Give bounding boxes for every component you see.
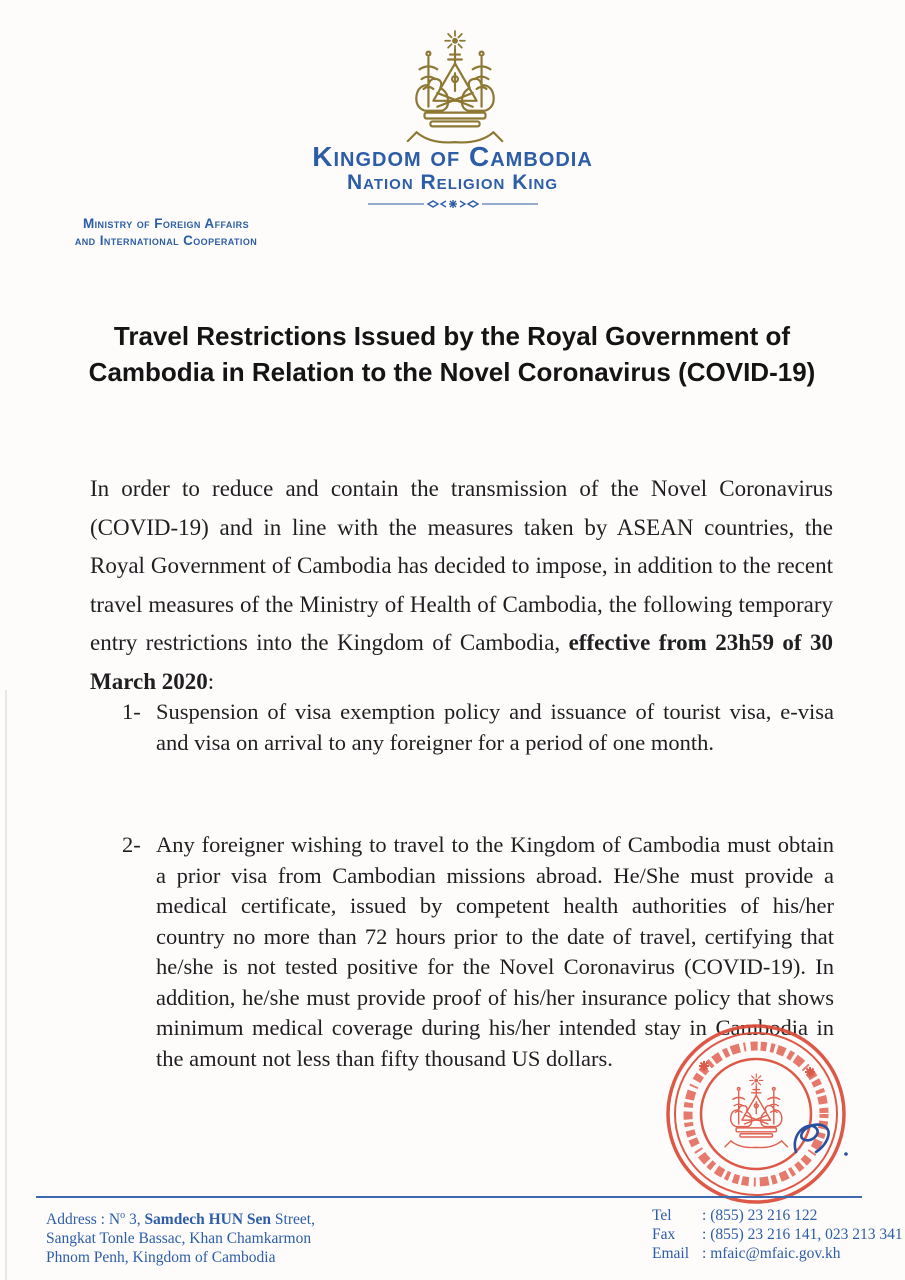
address-prefix: Address : N [46, 1211, 121, 1229]
title-line-1: Travel Restrictions Issued by the Royal Government of [113, 321, 791, 351]
list-item-1-text: Suspension of visa exemption policy and issuance of tourist visa, e-visa and visa on arrival to any foreigner for a period of one month. [156, 699, 834, 755]
email-label: Email [652, 1245, 690, 1262]
kingdom-heading: Kingdom of Cambodia [312, 141, 593, 172]
address-superscript: o [120, 1210, 126, 1221]
fax-separator: : [702, 1226, 711, 1243]
address-street-suffix: Street, [271, 1211, 315, 1229]
intro-paragraph [90, 470, 833, 701]
footer-address-block [46, 1206, 315, 1267]
fax-value [702, 1225, 903, 1244]
fax-label: Fax [652, 1226, 676, 1243]
ornamental-divider-icon [368, 198, 538, 210]
intro-colon: : [207, 668, 215, 694]
email-address: mfaic@mfaic.gov.kh [710, 1245, 841, 1262]
address-line-3: Phnom Penh, Kingdom of Cambodia [46, 1249, 276, 1267]
list-item-1 [122, 697, 834, 758]
ministry-line-1: Ministry of Foreign Affairs [83, 216, 249, 231]
blue-ink-initial-icon [786, 1114, 856, 1169]
cambodia-royal-arms-icon [391, 28, 519, 150]
footer-divider [36, 1196, 862, 1198]
tel-separator: : [702, 1207, 711, 1224]
address-number: 3, [125, 1211, 145, 1229]
intro-text: In order to reduce and contain the transmission of the Novel Coronavirus (COVID-19) and in line with the measures taken by ASEAN countries, the Royal Government of Cambodia has decided to impose, in addition to the recent travel measures of the Ministry of Health of Cambodia, the following temporary entry restrictions into the Kingdom of Cambodia, [90, 476, 833, 655]
scan-artifact-line [5, 690, 7, 1280]
email-separator: : [702, 1245, 711, 1262]
footer-contact-block [652, 1206, 903, 1263]
ministry-line-2: and International Cooperation [74, 232, 258, 248]
ministry-heading [38, 216, 294, 249]
fax-number: (855) 23 216 141, 023 213 341 [710, 1226, 903, 1243]
tel-label: Tel [652, 1207, 672, 1224]
email-value [702, 1244, 903, 1263]
list-item-2-text: Any foreigner wishing to travel to the Kingdom of Cambodia must obtain a prior visa from Cambodian missions abroad. He/She must provide a medical certificate, issued by competent health authorities of his/her country no more than 72 hours prior to the date of travel, certifying that he/she is not tested positive for the Novel Coronavirus (COVID-19). In addition, he/she must provide proof of his/her insurance policy that shows minimum medical coverage during his/her intended stay in Cambodia in the amount not less than fifty thousand US dollars. [156, 832, 834, 1071]
tel-value [702, 1206, 903, 1225]
address-street-name: Samdech HUN Sen [144, 1211, 272, 1229]
intro-effective-date: effective from 23h59 of 30 March 2020 [90, 630, 834, 694]
list-item-2-number: 2- [122, 832, 141, 857]
motto-heading: Nation Religion King [346, 171, 559, 194]
title-line-2: Cambodia in Relation to the Novel Coronavirus (COVID-19) [88, 357, 816, 387]
tel-number: (855) 23 216 122 [710, 1207, 818, 1224]
address-line-1 [46, 1206, 315, 1229]
list-item-1-number: 1- [122, 699, 141, 724]
page-title [72, 318, 832, 390]
address-line-2: Sangkat Tonle Bassac, Khan Chamkarmon [46, 1230, 312, 1248]
